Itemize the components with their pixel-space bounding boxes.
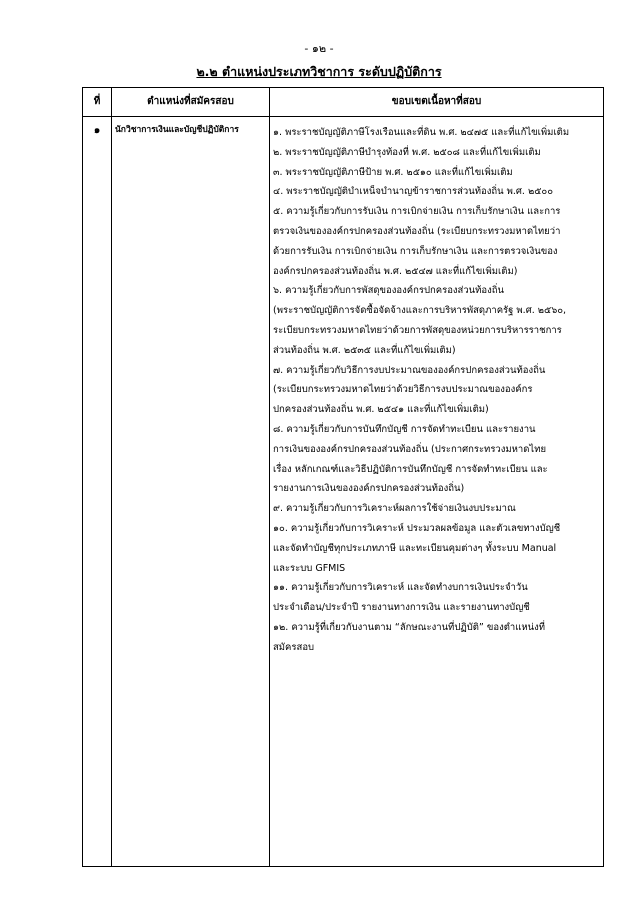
- scope-line: (ระเบียบกระทรวงมหาดไทยว่าด้วยวิธีการงบประมาณขององค์กร: [273, 384, 533, 396]
- scope-line: ๒. พระราชบัญญัติภาษีบำรุงท้องที่ พ.ศ. ๒๕๐๘ และที่แก้ไขเพิ่มเติม: [273, 146, 541, 158]
- header-scope: ขอบเขตเนื้อหาที่สอบ: [391, 96, 482, 107]
- scope-line: ด้วยการรับเงิน การเบิกจ่ายเงิน การเก็บรักษาเงิน และการตรวจเงินของ: [273, 245, 558, 257]
- row-number: ๑: [93, 125, 101, 136]
- scope-line: ๗. ความรู้เกี่ยวกับวิธีการงบประมาณขององค์กรปกครองส่วนท้องถิ่น: [273, 364, 546, 376]
- page-number: - ๑๒ -: [304, 42, 334, 55]
- scope-line: สมัครสอบ: [273, 641, 315, 653]
- scope-line: ตรวจเงินขององค์กรปกครองส่วนท้องถิ่น (ระเบียบกระทรวงมหาดไทยว่า: [273, 225, 561, 237]
- scope-line: รายงานการเงินขององค์กรปกครองส่วนท้องถิ่น): [273, 483, 465, 495]
- section-title: ๒.๒ ตำแหน่งประเภทวิชาการ ระดับปฏิบัติการ: [196, 64, 442, 79]
- header-position: ตำแหน่งที่สมัครสอบ: [147, 96, 234, 107]
- scope-content: [273, 123, 597, 658]
- column-divider: [111, 88, 112, 866]
- exam-scope-table: [82, 87, 604, 867]
- scope-line: ส่วนท้องถิ่น พ.ศ. ๒๕๓๕ และที่แก้ไขเพิ่มเติม): [273, 344, 456, 356]
- scope-line: (พระราชบัญญัติการจัดซื้อจัดจ้างและการบริหารพัสดุภาครัฐ พ.ศ. ๒๕๖๐,: [273, 305, 567, 317]
- scope-line: ๑๒. ความรู้ที่เกี่ยวกับงานตาม “ลักษณะงานที่ปฏิบัติ” ของตำแหน่งที่: [273, 621, 545, 633]
- column-divider: [269, 88, 270, 866]
- scope-line: ปกครองส่วนท้องถิ่น พ.ศ. ๒๕๔๑ และที่แก้ไขเพิ่มเติม): [273, 404, 489, 416]
- scope-line: ๖. ความรู้เกี่ยวกับการพัสดุขององค์กรปกครองส่วนท้องถิ่น: [273, 285, 505, 297]
- scope-line: ๙. ความรู้เกี่ยวกับการวิเคราะห์ผลการใช้จ่ายเงินงบประมาณ: [273, 503, 516, 515]
- scope-line: การเงินขององค์กรปกครองส่วนท้องถิ่น (ประกาศกระทรวงมหาดไทย: [273, 443, 547, 455]
- scope-line: องค์กรปกครองส่วนท้องถิ่น พ.ศ. ๒๕๔๗ และที่แก้ไขเพิ่มเติม): [273, 265, 518, 277]
- scope-line: และจัดทำบัญชีทุกประเภทภาษี และทะเบียนคุมต่างๆ ทั้งระบบ Manual: [273, 542, 557, 554]
- scope-line: ๑๐. ความรู้เกี่ยวกับการวิเคราะห์ ประมวลผลข้อมูล และตัวเลขทางบัญชี: [273, 522, 561, 534]
- scope-line: ๑. พระราชบัญญัติภาษีโรงเรือนและที่ดิน พ.ศ. ๒๔๗๕ และที่แก้ไขเพิ่มเติม: [273, 127, 570, 138]
- position-name: นักวิชาการเงินและบัญชีปฏิบัติการ: [115, 125, 239, 135]
- scope-line: ระเบียบกระทรวงมหาดไทยว่าด้วยการพัสดุของหน่วยการบริหารราชการ: [273, 324, 562, 336]
- header-no: ที่: [93, 96, 101, 107]
- scope-line: ๑๑. ความรู้เกี่ยวกับการวิเคราะห์ และจัดทำงบการเงินประจำวัน: [273, 582, 528, 594]
- scope-line: และระบบ GFMIS: [273, 562, 346, 574]
- scope-line: ประจำเดือน/ประจำปี รายงานทางการเงิน และรายงานทางบัญชี: [273, 602, 530, 614]
- scope-line: ๓. พระราชบัญญัติภาษีป้าย พ.ศ. ๒๕๑๐ และที่แก้ไขเพิ่มเติม: [273, 166, 513, 178]
- scope-line: ๕. ความรู้เกี่ยวกับการรับเงิน การเบิกจ่ายเงิน การเก็บรักษาเงิน และการ: [273, 206, 561, 218]
- scope-line: ๔. พระราชบัญญัติบำเหน็จบำนาญข้าราชการส่วนท้องถิ่น พ.ศ. ๒๕๐๐: [273, 186, 553, 198]
- header-divider: [83, 116, 603, 117]
- scope-line: ๘. ความรู้เกี่ยวกับการบันทึกบัญชี การจัดทำทะเบียน และรายงาน: [273, 423, 536, 435]
- scope-line: เรื่อง หลักเกณฑ์และวิธีปฏิบัติการบันทึกบัญชี การจัดทำทะเบียน และ: [273, 463, 548, 475]
